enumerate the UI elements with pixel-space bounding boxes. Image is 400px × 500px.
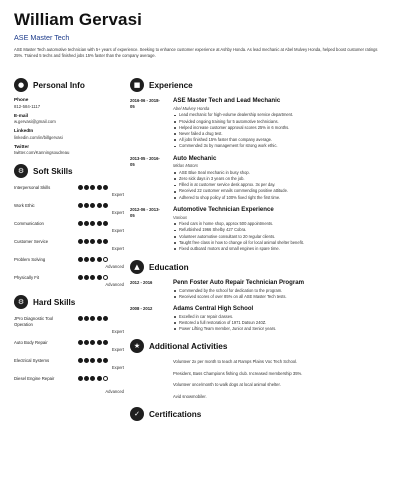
skill-row [14,356,124,374]
bullet-item: Power Lifting Team member, Junior and Senior years. [173,326,392,332]
rating-dot-empty [103,257,108,262]
soft-skills-heading [14,162,124,180]
education-bullets [173,314,392,333]
graduation-cap-icon: ▲ [130,260,144,274]
experience-heading [130,76,392,94]
activity-item: Avid snowmobiler. [173,393,207,399]
activity-item: Volunteer 2x per month to teach at Ramps Plains Voc Tech School. [173,359,298,365]
rating-dot-filled [78,239,83,244]
phone-value: 812-584-1117 [14,103,41,109]
rating-dot-filled [84,221,89,226]
star-icon: ★ [130,339,144,353]
skill-row [14,314,124,338]
skill-name: Communication [14,221,44,226]
job-title: ASE Master Tech and Lead Mechanic [173,97,281,104]
job-company: Midas Motors [173,163,199,169]
rating-dot-filled [97,358,102,363]
personal-info-heading [14,76,124,94]
person-icon: ● [14,78,28,92]
activities-heading [130,337,392,355]
rating-dot-filled [84,316,89,321]
bullet-item: Never failed a drug test. [173,131,392,137]
rating-dot-filled [78,203,83,208]
job-title: Auto Mechanic [173,154,217,162]
rating-dot-filled [78,275,83,280]
rating-dot-filled [78,185,83,190]
email-value[interactable]: w.gervasi@gmail.com [14,119,56,124]
rating-dot-filled [97,221,102,226]
rating-dot-filled [90,376,95,381]
rating-dot-filled [84,275,89,280]
section-title: Education [149,262,189,272]
section-title: Hard Skills [33,297,76,307]
rating-dot-filled [90,221,95,226]
bullet-item: Fixed outboard motors and small engines in spare time. [173,246,392,252]
rating-dot-filled [78,340,83,345]
section-title: Personal Info [33,80,85,90]
rating-dot-filled [103,221,108,226]
section-title: Experience [149,80,193,90]
skill-name: Diesel Engine Repair [14,376,55,381]
bullet-item: Taught free class in how to change oil for local animal shelter benefit. [173,240,392,246]
hard-skills-list [14,314,124,398]
skill-row [14,237,124,255]
bullet-item: Fixed cars in home shop, approx 500 appointments. [173,221,392,227]
rating-dot-filled [84,239,89,244]
rating-dot-filled [90,257,95,262]
skill-rating [78,257,108,262]
linkedin-value[interactable]: linkedin.com/in/billgervasi [14,134,63,140]
education-entry [130,305,392,332]
rating-dot-filled [90,358,95,363]
rating-dot-filled [84,376,89,381]
left-column [14,76,124,398]
rating-dot-filled [90,203,95,208]
job-title: Automotive Technician Experience [173,205,274,213]
job-dates: 2016-06 - 2018-05 [130,98,160,110]
bullet-item: Adhered to shop policy of 100% fixed right the first time. [173,195,392,201]
rating-dot-filled [103,316,108,321]
rating-dot-filled [103,239,108,244]
rating-dot-filled [97,275,102,280]
education-dates: 2008 - 2012 [130,306,153,312]
rating-dot-filled [90,340,95,345]
skill-rating [78,340,108,345]
bullet-item: Filled in at customer service desk approx. 3x per day. [173,182,392,188]
right-column [130,76,392,423]
briefcase-icon: ■ [130,78,144,92]
skill-name: Physically Fit [14,275,40,280]
rating-dot-filled [97,203,102,208]
bullet-item: Volunteer automotive consultant to 20 regular clients. [173,234,392,240]
rating-dot-filled [78,257,83,262]
job-bullets [173,170,392,201]
education-title: Adams Central High School [173,305,254,313]
rating-dot-filled [90,185,95,190]
skill-level: Advanced [105,264,124,269]
bullet-item: ASE Blue Seal mechanic in busy shop. [173,170,392,176]
skill-rating [78,376,108,381]
skill-level: Expert [111,347,124,352]
rating-dot-filled [97,257,102,262]
skill-rating [78,203,108,208]
rating-dot-filled [103,203,108,208]
skill-level: Advanced [105,389,124,394]
job-bullets [173,221,392,252]
rating-dot-filled [78,316,83,321]
rating-dot-filled [97,376,102,381]
skill-rating [78,316,108,321]
gear-icon: ⚙ [14,295,28,309]
job-bullets [173,112,392,149]
education-title: Penn Foster Auto Repair Technician Program [173,279,305,287]
skill-level: Advanced [105,282,124,287]
rating-dot-filled [103,358,108,363]
rating-dot-filled [97,239,102,244]
rating-dot-empty [103,376,108,381]
education-entry [130,279,392,300]
education-dates: 2012 - 2016 [130,280,153,286]
skill-level: Expert [111,192,124,197]
skill-row [14,183,124,201]
rating-dot-filled [78,376,83,381]
skill-row [14,201,124,219]
job-company: Various [173,214,188,220]
skill-row [14,338,124,356]
skill-level: Expert [111,246,124,251]
skill-name: Customer Service [14,239,49,244]
rating-dot-filled [90,239,95,244]
skill-level: Expert [111,228,124,233]
personal-info-list [14,97,124,155]
gear-icon: ⚙ [14,164,28,178]
job-entry [130,97,392,150]
info-label-twitter: Twitter [14,143,30,149]
skill-name: Electrical Systems [14,358,50,363]
rating-dot-filled [78,221,83,226]
resume-header [14,10,390,59]
skill-rating [78,275,108,280]
skill-row [14,219,124,237]
summary-text: ASE Master Tech automotive technician with 5+ years of experience. Seeking to enhance customer experience at Ashby Honda. As lead mechanic at Abel Mulvey Honda, helped boost customer ratings 25%. Trained 5 techs and finished jobs 15% faster than the company average. [14,47,378,59]
rating-dot-filled [90,316,95,321]
rating-dot-filled [78,358,83,363]
bullet-item: Excelled in car repair classes. [173,314,392,320]
soft-skills-list [14,183,124,291]
rating-dot-filled [90,275,95,280]
section-title: Additional Activities [149,341,228,351]
twitter-value[interactable]: twitter.com/Kanningsoudreau [14,150,70,155]
rating-dot-filled [84,203,89,208]
info-label-linkedin: LinkedIn [14,128,34,133]
bullet-item: Refurbished 1966 Shelby 427 Cobra. [173,227,392,233]
job-entry [130,206,392,252]
candidate-name: William Gervasi [14,10,142,29]
rating-dot-filled [97,340,102,345]
skill-row [14,273,124,291]
info-label-phone: Phone [14,97,29,102]
bullet-item: Commended 3x by management for strong work ethic. [173,143,392,149]
rating-dot-filled [84,358,89,363]
skill-row [14,374,124,398]
bullet-item: Helped increase customer approval scores 25% in 6 months. [173,125,392,131]
skill-name: Auto Body Repair [14,340,48,345]
skill-rating [78,239,108,244]
skill-level: Expert [111,329,124,334]
bullet-item: Restored a full restoration of 1971 Datsun 240Z. [173,320,392,326]
rating-dot-filled [103,340,108,345]
education-bullets [173,288,392,300]
bullet-item: Provided ongoing training for 5 automotive technicians. [173,119,392,125]
section-title: Certifications [149,409,202,419]
skill-rating [78,221,108,226]
activity-item: Volunteer once/month to walk dogs at local animal shelter. [173,382,281,388]
bullet-item: Lead mechanic for high-volume dealership service department. [173,112,392,118]
skill-name: Problem Solving [14,257,46,262]
activities-list [130,359,392,400]
skill-row [14,255,124,273]
rating-dot-filled [84,257,89,262]
skill-name: Work Ethic [14,203,35,208]
bullet-item: Zero sick days in 3 years on the job. [173,176,392,182]
certifications-heading [130,405,392,423]
job-dates: 2012-06 - 2013-05 [130,206,160,219]
bullet-item: All jobs finished 15% faster than company average. [173,137,392,143]
bullet-item: Received 22 customer emails commending positive attitude. [173,188,392,194]
bullet-item: Received scores of over 85% on all ASE Master Tech tests. [173,294,392,300]
activity-item: President, Bass Champions fishing club. Increased membership 35%. [173,370,303,376]
info-label-email: E-mail [14,112,29,118]
job-company: Abel Mulvey Honda [173,105,210,111]
skill-name: Interpersonal Skills [14,185,51,190]
rating-dot-empty [103,275,108,280]
skill-name: JPro Diagnostic Tool Operation [14,316,54,327]
rating-dot-filled [97,185,102,190]
skill-rating [78,185,108,190]
rating-dot-filled [103,185,108,190]
certificate-icon: ✓ [130,407,144,421]
education-heading [130,258,392,276]
rating-dot-filled [97,316,102,321]
section-title: Soft Skills [33,166,73,176]
job-entry [130,155,392,201]
rating-dot-filled [84,185,89,190]
hard-skills-heading [14,293,124,311]
job-dates: 2013-05 - 2016-05 [130,155,160,167]
rating-dot-filled [84,340,89,345]
skill-level: Expert [111,365,124,370]
skill-rating [78,358,108,363]
candidate-role: ASE Master Tech [14,33,70,42]
bullet-item: Commended by the school for dedication to the program. [173,288,392,294]
skill-level: Expert [111,210,124,215]
